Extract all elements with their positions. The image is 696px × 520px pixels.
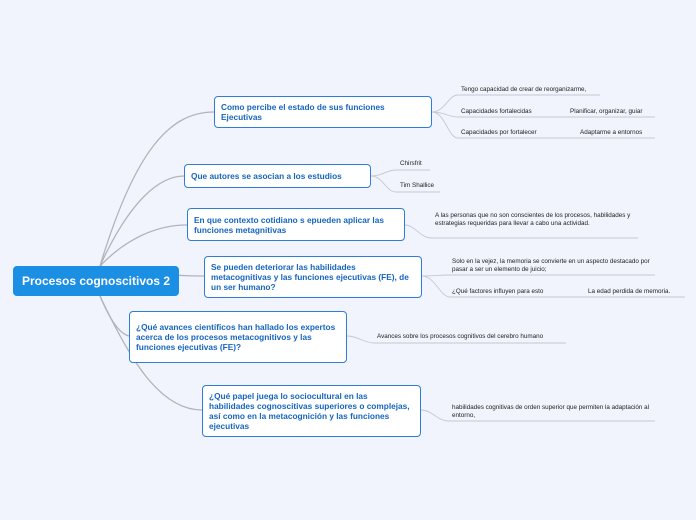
subleaf-edad-memoria[interactable]: La edad perdida de memoria. xyxy=(588,288,671,295)
subleaf-planificar[interactable]: Planificar, organizar, guiar xyxy=(570,108,643,115)
branch-sociocultural[interactable]: ¿Qué papel juega lo sociocultural en las habilidades cognoscitivas superiores o complejas, así como en la metacognición y las funciones ejecutivas xyxy=(202,385,421,437)
branch-contexto-cotidiano[interactable]: En que contexto cotidiano s epueden aplicar las funciones metagnitivas xyxy=(187,208,405,241)
root-topic[interactable]: Procesos cognoscitivos 2 xyxy=(13,266,179,296)
branch-avances-cientificos[interactable]: ¿Qué avances científicos han hallado los expertos acerca de los procesos metacognitivos y las funciones ejecutivas (FE)? xyxy=(129,311,347,363)
leaf-vejez-memoria[interactable]: Solo en la vejez, la memoria se convierte en un aspecto destacado por pasar a ser un elemento de juicio; xyxy=(452,258,650,274)
leaf-personas-no-conscientes[interactable]: A las personas que no son conscientes de los procesos, habilidades y estrategias requeridas para llevar a cabo una actividad. xyxy=(435,212,631,228)
branch-autores[interactable]: Que autores se asocian a los estudios xyxy=(184,164,371,188)
leaf-capacidades-por-fortalecer[interactable]: Capacidades por fortalecer xyxy=(461,129,537,136)
leaf-avances-cerebro[interactable]: Avances sobre los procesos cognitivos del cerebro humano xyxy=(377,333,544,340)
leaf-tim-shallice[interactable]: Tim Shallice xyxy=(400,182,435,189)
branch-funciones-ejecutivas[interactable]: Como percibe el estado de sus funciones Ejecutivas xyxy=(214,96,432,128)
subleaf-adaptarme[interactable]: Adaptarme a entornos xyxy=(580,129,643,136)
leaf-chirsfrit[interactable]: Chirsfrit xyxy=(400,160,422,167)
branch-deterioro[interactable]: Se pueden deteriorar las habilidades metacognitivas y las funciones ejecutivas (FE), de un ser humano? xyxy=(204,256,422,298)
leaf-capacidades-fortalecidas[interactable]: Capacidades fortalecidas xyxy=(461,108,532,115)
leaf-capacidad-reorganizar[interactable]: Tengo capacidad de crear de reorganizarme, xyxy=(461,86,587,93)
leaf-orden-superior[interactable]: habilidades cognitivas de orden superior que permiten la adaptación al entorno, xyxy=(452,404,650,420)
leaf-factores[interactable]: ¿Qué factores influyen para esto xyxy=(452,288,544,295)
